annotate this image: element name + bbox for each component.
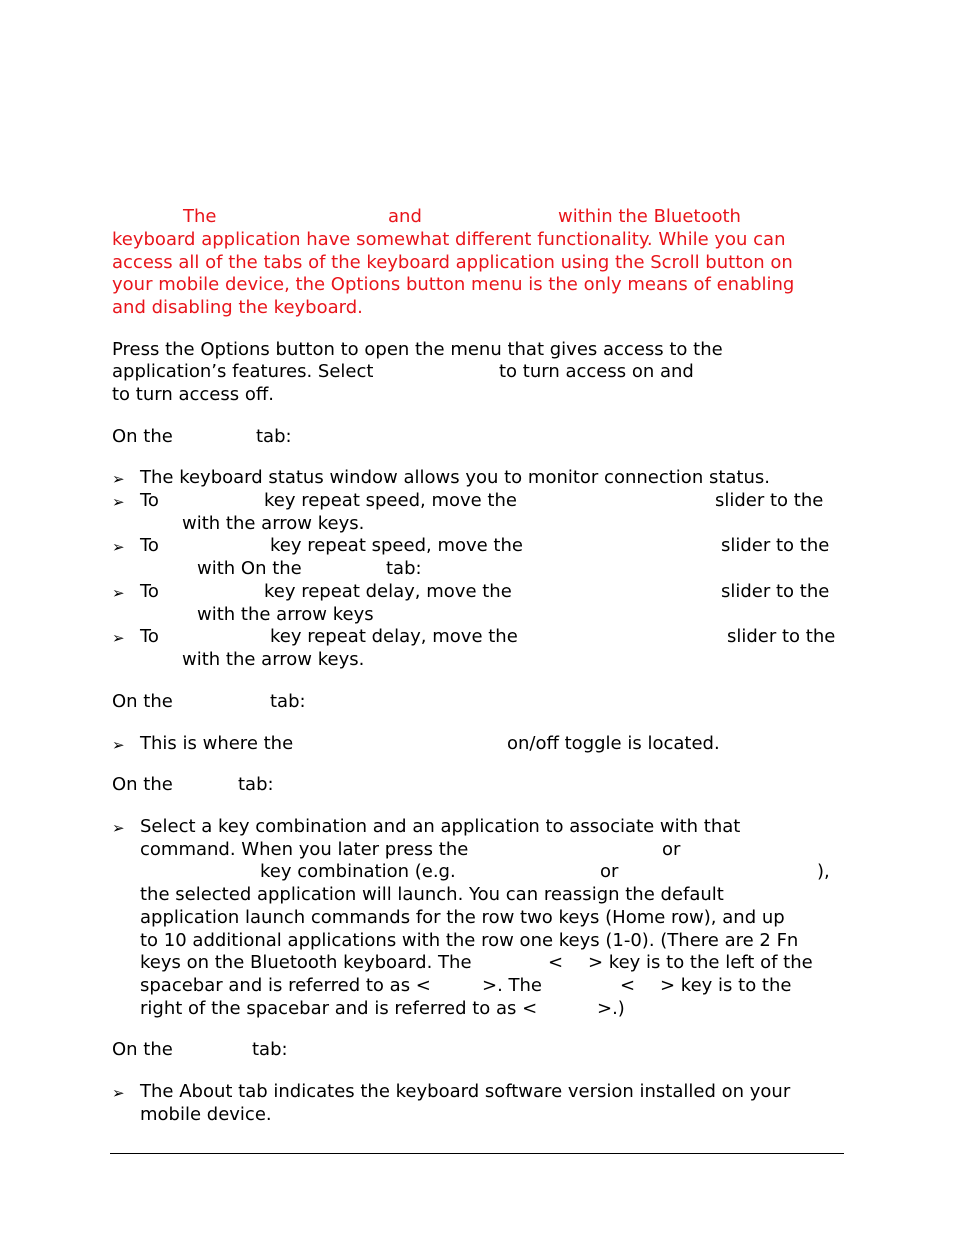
list-item: > key is to the: [660, 975, 792, 996]
list-item: key repeat delay, move the: [264, 581, 512, 602]
body-text: application’s features. Select: [112, 361, 374, 382]
list-item: <: [548, 952, 564, 973]
list-item: <: [620, 975, 636, 996]
list-item: >.): [597, 998, 625, 1019]
list-item: ),: [817, 861, 830, 882]
bullet-icon: ➢: [112, 584, 125, 602]
list-item: mobile device.: [140, 1104, 272, 1125]
list-item: To: [140, 535, 159, 556]
note-text: access all of the tabs of the keyboard application using the Scroll button on: [112, 252, 793, 273]
list-item: tab:: [386, 558, 422, 579]
section-heading: tab:: [270, 691, 306, 712]
list-item: command. When you later press the: [140, 839, 469, 860]
list-item: To: [140, 490, 159, 511]
body-text: Press the Options button to open the menu that gives access to the: [112, 339, 723, 360]
list-item: key combination (e.g.: [260, 861, 456, 882]
list-item: application launch commands for the row two keys (Home row), and up: [140, 907, 785, 928]
list-item: To: [140, 626, 159, 647]
list-item: key repeat speed, move the: [270, 535, 523, 556]
list-item: key repeat speed, move the: [264, 490, 517, 511]
list-item: slider to the: [715, 490, 824, 511]
bullet-icon: ➢: [112, 538, 125, 556]
list-item: >. The: [482, 975, 543, 996]
list-item: or: [600, 861, 619, 882]
section-heading: On the: [112, 774, 173, 795]
list-item: To: [140, 581, 159, 602]
list-item: to 10 additional applications with the row one keys (1-0). (There are 2 Fn: [140, 930, 799, 951]
list-item: This is where the: [140, 733, 294, 754]
list-item: slider to the: [727, 626, 836, 647]
bullet-icon: ➢: [112, 736, 125, 754]
list-item: slider to the: [721, 535, 830, 556]
section-heading: tab:: [256, 426, 292, 447]
note-text: and disabling the keyboard.: [112, 297, 363, 318]
list-item: slider to the: [721, 581, 830, 602]
note-text: your mobile device, the Options button menu is the only means of enabling: [112, 274, 795, 295]
footer-divider: [110, 1153, 844, 1154]
section-heading: On the: [112, 691, 173, 712]
list-item: with the arrow keys.: [182, 649, 365, 670]
list-item: on/off toggle is located.: [507, 733, 720, 754]
body-text: to turn access off.: [112, 384, 274, 405]
note-text: within the Bluetooth: [558, 206, 741, 227]
body-text: to turn access on and: [499, 361, 694, 382]
list-item: the selected application will launch. You can reassign the default: [140, 884, 724, 905]
list-item: keys on the Bluetooth keyboard. The: [140, 952, 472, 973]
list-item: > key is to the left of the: [588, 952, 813, 973]
list-item: or: [662, 839, 681, 860]
list-item: right of the spacebar and is referred to as <: [140, 998, 538, 1019]
note-text: and: [388, 206, 422, 227]
bullet-icon: ➢: [112, 1084, 125, 1102]
list-item: with the arrow keys: [197, 604, 374, 625]
list-item: The keyboard status window allows you to monitor connection status.: [140, 467, 770, 488]
note-text: keyboard application have somewhat different functionality. While you can: [112, 229, 786, 250]
section-heading: On the: [112, 426, 173, 447]
bullet-icon: ➢: [112, 819, 125, 837]
list-item: Select a key combination and an application to associate with that: [140, 816, 741, 837]
list-item: spacebar and is referred to as <: [140, 975, 431, 996]
list-item: key repeat delay, move the: [270, 626, 518, 647]
bullet-icon: ➢: [112, 629, 125, 647]
section-heading: tab:: [252, 1039, 288, 1060]
list-item: The About tab indicates the keyboard software version installed on your: [140, 1081, 791, 1102]
list-item: with On the: [197, 558, 302, 579]
bullet-icon: ➢: [112, 493, 125, 511]
note-text: The: [183, 206, 217, 227]
section-heading: tab:: [238, 774, 274, 795]
list-item: with the arrow keys.: [182, 513, 365, 534]
section-heading: On the: [112, 1039, 173, 1060]
bullet-icon: ➢: [112, 470, 125, 488]
